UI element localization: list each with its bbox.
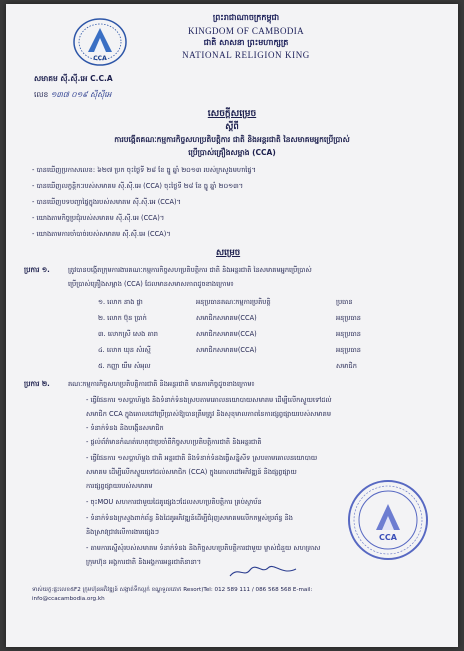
footer-line-1: ទាស់យក្ខ:ផ្ទះលេខ៥F2 ក្រុមហ៊ុនអភិវឌ្ឍន៍ សង្កាត់ទឹកល្អក់ ខណ្ឌទួលគោក Resort)Tel: 012 589 111 / 086 568 568 E-mail: xyxy=(32,587,313,593)
member-position: អនុប្រធាន xyxy=(336,346,361,354)
duty-line: - ទំនាក់ទំនងក្រសួងពាក់ព័ន្ធ និងដៃគូអភិវឌ្ឍន៍ដើម្បីជំរុញសមាគមលើកកម្ពស់ប្រព័ន្ធ និង xyxy=(86,514,293,522)
kh-motto-text: ជាតិ សាសនា ព្រះមហាក្សត្រ xyxy=(203,38,289,47)
title-line-2: ប្រើប្រាស់គ្រឿងសម្អាង (CCA) xyxy=(188,148,276,157)
preamble-item: - បានឃើញប្រកាសលេខ: ៦២៧ ប្រក ចុះថ្ងៃទី ២៨ ខែ ធ្នូ ឆ្នាំ ២០១៣ របស់ក្រសួងមហាផ្ទៃ។ xyxy=(32,166,256,174)
article-2-intro: គណៈកម្មការកិច្ចសហប្រតិបត្តិការជាតិ និងអន្តរជាតិ មានភារកិច្ចដូចខាងក្រោម៖ xyxy=(68,380,255,388)
document-number xyxy=(34,90,111,101)
duty-line: - ចុះMOU សហការជាមួយដៃគូផ្សេងៗដែលសហប្រតិបត្តិការ គ្រប់ស្ថាប័ន xyxy=(86,498,262,506)
title-line-1: ការបង្កើតគណៈកម្មការកិច្ចសហប្រតិបត្តិការ ជាតិ និងអន្តរជាតិ នៃសមាគមអ្នកប្រើប្រាស់ xyxy=(114,135,350,144)
member-name: ១. លោក នាង ផ្លា xyxy=(98,298,143,306)
duty-line: - ធ្វើផែនការ ១សប្តាហ៍ម្តង និងទំនាក់ទំនងស្របតាមគោលនយោបាយសមាគម ដើម្បីលើកស្ទួយទៅដល់ xyxy=(86,396,332,404)
member-role: អនុប្រធានគណៈកម្មការប្រតិបត្តិ xyxy=(196,298,271,306)
duty-line: និងស្រាវជ្រាវលើការងារផ្សេងៗ xyxy=(86,528,160,536)
signature-icon xyxy=(228,564,298,580)
duty-line: សមាគម ដើម្បីលើកស្ទួយទៅដល់សមាជិក (CCA) ក្នុងគោលដៅអភិវឌ្ឍន៍ និងផ្សព្វផ្សាយ xyxy=(86,468,297,476)
en-kingdom-text: KINGDOM OF CAMBODIA xyxy=(187,26,305,36)
footer-contact xyxy=(32,586,432,604)
stamp-text: CCA xyxy=(379,533,397,542)
en-motto-text: NATIONAL RELIGION KING xyxy=(182,50,310,60)
duty-line: ការផ្សព្វផ្សាយរបស់សមាគម xyxy=(86,482,153,490)
duty-line: - ទំនាក់ទំនង និងបង្កើនសមាជិក xyxy=(86,424,164,432)
doc-no-label: លេខ xyxy=(34,90,49,99)
article-2-label: ប្រការ ២. xyxy=(24,380,50,388)
duty-line: - ផ្តល់ព័ត៌មានកំណត់ហេតុជាប្រចាំពីកិច្ចសហប្រតិបត្តិការជាតិ និងអន្តរជាតិ xyxy=(86,438,262,446)
member-role: សមាជិកសមាគម(CCA) xyxy=(196,330,257,338)
member-position: សមាជិក xyxy=(336,362,357,370)
preamble-item: - យោងតាមការចាំបាច់របស់សមាគម ស៊ី.ស៊ី.អេ (CCA)។ xyxy=(32,230,171,238)
doc-no-value: ១៣៧ ០១៩ ស៊ីស៊ីអេ xyxy=(50,90,112,99)
duty-line: - ធ្វើផែនការ ១សប្តាហ៍ម្តង ជាតិ អន្តរជាតិ និងទំនាក់ទំនងធ្វើសន្និសីទ ស្របតាមគោលនយោបាយ xyxy=(86,454,318,462)
member-name: ៣. លោកស្រី សេង តារា xyxy=(98,330,158,338)
logo-text: CCA xyxy=(93,55,107,62)
member-name: ៥. កញ្ញា យឹម សំអុល xyxy=(98,362,151,370)
subject-title: ស្តីពី xyxy=(225,122,239,132)
official-stamp-icon xyxy=(346,478,430,562)
document-page xyxy=(6,4,458,647)
kingdom-header xyxy=(146,12,346,60)
article-1-text: ត្រូវបានបង្កើតក្រុមការងារគណៈកម្មការកិច្ចសហប្រតិបត្តិការ ជាតិ និងអន្តរជាតិ នៃសមាគមអ្នកប្រើប្រាស់ xyxy=(68,266,312,274)
member-role: សមាជិកសមាគម(CCA) xyxy=(196,346,257,354)
decide-title: សម្រេច xyxy=(216,248,241,258)
article-1-text: ប្រើប្រាស់គ្រឿងសម្អាង (CCA) ដែលមានសមាសភាពដូចខាងក្រោម៖ xyxy=(68,280,234,288)
member-position: ប្រធាន xyxy=(336,298,353,306)
footer-email: info@ccacambodia.org.kh xyxy=(32,596,105,602)
duty-line: សមាជិក CCA ក្នុងគោលដៅប្រើប្រាស់ឱ្យបានត្រឹមត្រូវ និងសុខុមាលភាពនៃការផ្សព្វផ្សាយរបស់សមាគម xyxy=(86,410,332,418)
member-position: អនុប្រធាន xyxy=(336,314,361,322)
member-role: សមាជិកសមាគម(CCA) xyxy=(196,314,257,322)
cca-logo-icon xyxy=(70,16,130,68)
decision-title: សេចក្តីសម្រេច xyxy=(207,109,257,119)
member-name: ៤. លោក ឃុន សំរស្មី xyxy=(98,346,151,354)
preamble-item: - យោងតាមកិច្ចប្រជុំរបស់សមាគម ស៊ី.ស៊ី.អេ (CCA)។ xyxy=(32,214,165,222)
org-line: សមាគម ស៊ី.ស៊ី.អេ C.C.A xyxy=(34,74,113,83)
duty-line: ក្រុមហ៊ុន អង្គការជាតិ និងអង្គការអន្តរជាតិនានា។ xyxy=(86,558,202,566)
article-1-label: ប្រការ ១. xyxy=(24,266,50,274)
kh-kingdom-text: ព្រះរាជាណាចក្រកម្ពុជា xyxy=(212,13,280,22)
preamble-item: - បានឃើញបទបញ្ជាផ្ទៃក្នុងរបស់សមាគម ស៊ី.ស៊ី.អេ (CCA)។ xyxy=(32,198,181,206)
duty-line: - តាមការស្នើសុំរបស់សមាគម ទំនាក់ទំនង និងកិច្ចសហប្រតិបត្តិការជាមួយ ម្ចាស់ជំនួយ សហគ្រាស xyxy=(86,544,321,552)
preamble-item: - បានឃើញលក្ខន្តិកៈរបស់សមាគម ស៊ី.ស៊ី.អេ (CCA) ចុះថ្ងៃទី ២៨ ខែ ធ្នូ ឆ្នាំ ២០១៣។ xyxy=(32,182,244,190)
member-name: ២. លោក ប៊ុន ប្រាក់ xyxy=(98,314,147,322)
member-position: អនុប្រធាន xyxy=(336,330,361,338)
